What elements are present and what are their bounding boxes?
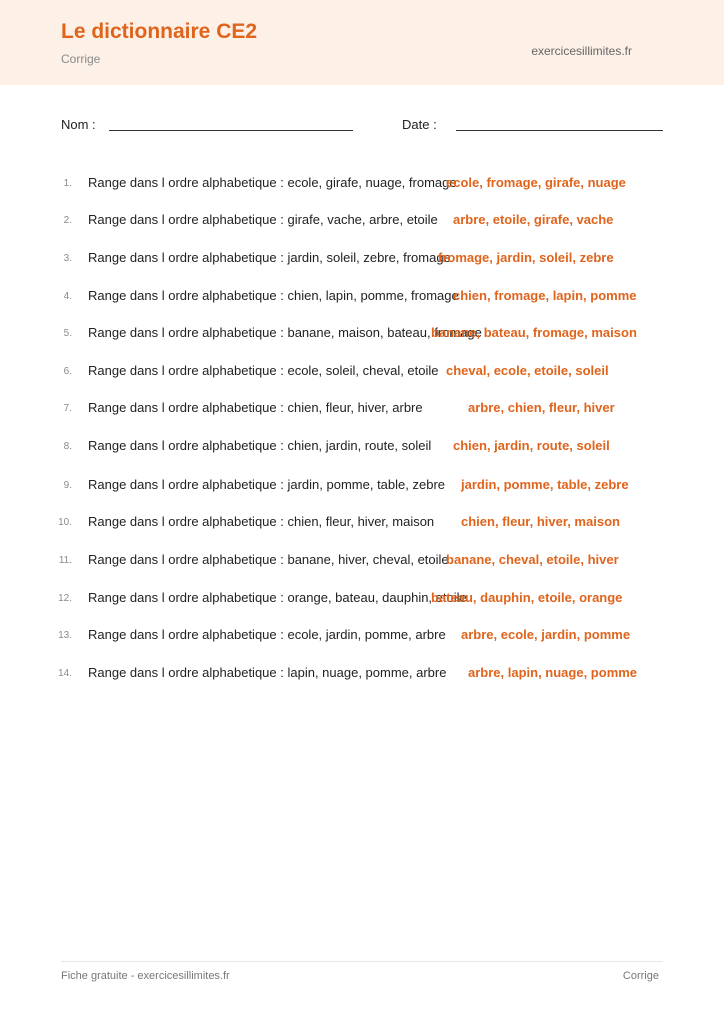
question-text: Range dans l ordre alphabetique : chien, fleur, hiver, maison: [88, 514, 435, 529]
footer-label: Corrige: [622, 970, 659, 982]
question-answer: chien, fromage, lapin, pomme: [453, 288, 637, 303]
question-item: [0, 400, 724, 420]
question-text: Range dans l ordre alphabetique : ecole, girafe, nuage, fromage: [88, 175, 457, 190]
question-text: Range dans l ordre alphabetique : orange, bateau, dauphin, etoile: [88, 590, 467, 605]
question-number: 12.: [58, 593, 72, 604]
question-number: 11.: [58, 555, 72, 566]
question-answer: banane, bateau, fromage, maison: [431, 325, 637, 340]
question-text: Range dans l ordre alphabetique : jardin, soleil, zebre, fromage: [88, 250, 451, 265]
question-item: [0, 325, 724, 345]
question-number: 13.: [58, 630, 72, 641]
question-item: [0, 627, 724, 647]
question-item: [0, 175, 724, 195]
page-subtitle: Corrige: [61, 52, 101, 66]
question-text: Range dans l ordre alphabetique : ecole, soleil, cheval, etoile: [88, 363, 439, 378]
question-number: 3.: [63, 253, 72, 264]
question-item: [0, 477, 724, 497]
question-text: Range dans l ordre alphabetique : banane, hiver, cheval, etoile: [88, 552, 449, 567]
question-answer: fromage, jardin, soleil, zebre: [438, 250, 614, 265]
date-label: Date :: [402, 117, 437, 132]
question-answer: chien, fleur, hiver, maison: [461, 514, 620, 529]
question-answer: arbre, chien, fleur, hiver: [468, 400, 615, 415]
question-number: 1.: [63, 178, 72, 189]
question-answer: arbre, ecole, jardin, pomme: [461, 627, 631, 642]
question-number: 2.: [63, 215, 72, 226]
footer-divider: [61, 961, 663, 962]
page-header: [0, 0, 724, 85]
question-number: 9.: [63, 480, 72, 491]
footer-credit: Fiche gratuite - exercicesillimites.fr: [61, 970, 230, 982]
question-item: [0, 288, 724, 308]
question-item: [0, 250, 724, 270]
question-answer: banane, cheval, etoile, hiver: [446, 552, 619, 567]
question-text: Range dans l ordre alphabetique : chien, jardin, route, soleil: [88, 438, 432, 453]
question-text: Range dans l ordre alphabetique : chien, lapin, pomme, fromage: [88, 288, 459, 303]
question-text: Range dans l ordre alphabetique : lapin, nuage, pomme, arbre: [88, 665, 447, 680]
question-number: 10.: [58, 517, 72, 528]
nom-line: [109, 130, 353, 131]
question-answer: chien, jardin, route, soleil: [453, 438, 610, 453]
nom-label: Nom :: [61, 117, 96, 132]
site-name: exercicesillimites.fr: [531, 44, 632, 58]
date-line: [456, 130, 663, 131]
question-text: Range dans l ordre alphabetique : banane, maison, bateau, fromage: [88, 325, 482, 340]
question-answer: ecole, fromage, girafe, nuage: [446, 175, 626, 190]
question-item: [0, 665, 724, 685]
question-number: 5.: [63, 328, 72, 339]
question-item: [0, 552, 724, 572]
question-item: [0, 212, 724, 232]
question-number: 7.: [63, 403, 72, 414]
question-number: 14.: [58, 668, 72, 679]
question-number: 4.: [63, 291, 72, 302]
question-answer: cheval, ecole, etoile, soleil: [446, 363, 609, 378]
question-answer: arbre, etoile, girafe, vache: [453, 212, 614, 227]
question-text: Range dans l ordre alphabetique : chien, fleur, hiver, arbre: [88, 400, 423, 415]
question-item: [0, 590, 724, 610]
question-item: [0, 363, 724, 383]
question-item: [0, 514, 724, 534]
question-text: Range dans l ordre alphabetique : ecole, jardin, pomme, arbre: [88, 627, 446, 642]
question-answer: arbre, lapin, nuage, pomme: [468, 665, 638, 680]
page-title: Le dictionnaire CE2: [61, 20, 258, 43]
question-answer: jardin, pomme, table, zebre: [461, 477, 629, 492]
question-text: Range dans l ordre alphabetique : jardin, pomme, table, zebre: [88, 477, 445, 492]
question-text: Range dans l ordre alphabetique : girafe, vache, arbre, etoile: [88, 212, 438, 227]
question-item: [0, 438, 724, 458]
question-number: 8.: [63, 441, 72, 452]
question-answer: bateau, dauphin, etoile, orange: [431, 590, 623, 605]
question-number: 6.: [63, 366, 72, 377]
